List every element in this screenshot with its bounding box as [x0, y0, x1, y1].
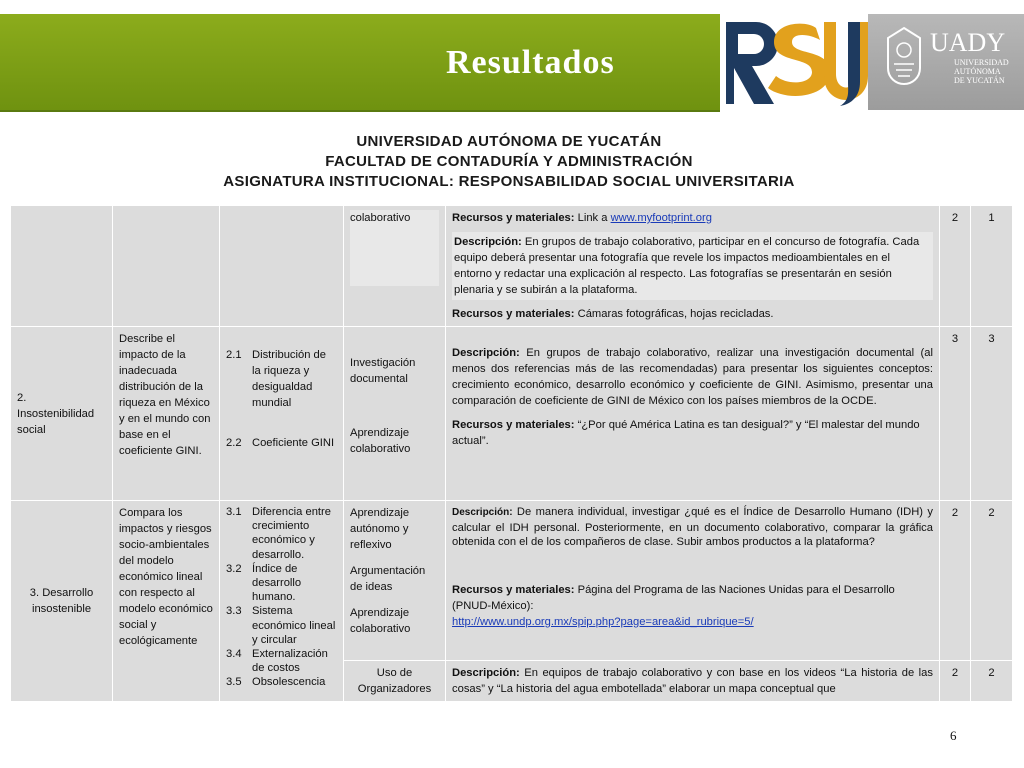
- resources-line: Recursos y materiales: Cámaras fotográficas, hojas recicladas.: [452, 308, 774, 320]
- table-row: [11, 327, 1013, 501]
- topics-cell: [220, 327, 344, 501]
- uady-wordmark: UADY: [930, 28, 1006, 57]
- hours-cell: 3: [971, 327, 1013, 501]
- document-heading: [0, 132, 1018, 192]
- objective-cell: [113, 206, 220, 327]
- activity-cell: [446, 206, 940, 327]
- sessions-cell: 3: [940, 327, 971, 501]
- strategy-cell: Uso de Organizadores: [344, 661, 446, 702]
- description-block: Descripción: En grupos de trabajo colaborativo, participar en el concurso de fotografía. Cada equipo deberá presentar una fotografía que revele los impactos medioambientales en el entorno y redactar una explicación al respecto. Las fotografías se presentarán en sesión plenaria y se subirán a la plataforma.: [452, 232, 933, 300]
- objective-cell: Compara los impactos y riesgos socio-ambientales del modelo económico lineal con respecto al modelo económico social y ecológicamente: [113, 501, 220, 702]
- activity-cell: [446, 327, 940, 501]
- topic-item: 3.1 Diferencia entre crecimiento económico y desarrollo.: [226, 506, 331, 561]
- topic-item: 3.5 Obsolescencia: [226, 676, 326, 689]
- hours-cell: 2: [971, 501, 1013, 661]
- strategy-cell: [344, 206, 446, 327]
- description-block: Descripción: En grupos de trabajo colaborativo, realizar una investigación documental (al menos dos referencias más de las recomendadas) para presentar los siguientes conceptos: crecimiento económico, desarrollo económico y coeficiente de GINI. Asimismo, presentar una comparación de coeficiente de GINI de México con los países miembros de la OCDE.: [452, 347, 933, 407]
- page-number: 6: [950, 728, 957, 743]
- resources-line: Recursos y materiales: “¿Por qué América Latina es tan desigual?” y “El malestar del mundo actual”.: [452, 419, 920, 447]
- strategy-text: colaborativo: [350, 210, 439, 286]
- heading-university: UNIVERSIDAD AUTÓNOMA DE YUCATÁN: [356, 133, 662, 150]
- slide-header: [0, 14, 1024, 110]
- strategy-text: Aprendizaje colaborativo: [350, 607, 411, 635]
- strategy-cell: [344, 501, 446, 661]
- objective-cell: Describe el impacto de la inadecuada distribución de la riqueza en México y en el mundo con base en el coeficiente GINI.: [113, 327, 220, 501]
- heading-faculty: FACULTAD DE CONTADURÍA Y ADMINISTRACIÓN: [325, 153, 693, 170]
- unit-cell: [11, 206, 113, 327]
- topics-cell: [220, 501, 344, 702]
- rsu-logo: [720, 14, 868, 110]
- uady-seal-icon: [884, 26, 924, 86]
- hours-cell: 1: [971, 206, 1013, 327]
- topic-list: [226, 505, 337, 690]
- sessions-cell: 2: [940, 661, 971, 702]
- strategy-text: Aprendizaje autónomo y reflexivo: [350, 507, 410, 551]
- activity-cell: [446, 501, 940, 661]
- sessions-cell: 2: [940, 501, 971, 661]
- topic-item: 3.4 Externalización de costos: [226, 648, 328, 675]
- rsu-logo-graphic: [720, 14, 868, 110]
- topic-list: [226, 347, 337, 451]
- uady-subtitle: UNIVERSIDAD AUTÓNOMA DE YUCATÁN: [954, 58, 1009, 85]
- myfootprint-link[interactable]: www.myfootprint.org: [610, 212, 712, 224]
- strategy-text: Investigación documental: [350, 357, 416, 385]
- topics-cell: [220, 206, 344, 327]
- strategy-cell: [344, 327, 446, 501]
- course-plan-table: [10, 205, 1013, 702]
- heading-subject: ASIGNATURA INSTITUCIONAL: RESPONSABILIDAD SOCIAL UNIVERSITARIA: [223, 173, 795, 190]
- strategy-text: Aprendizaje colaborativo: [350, 427, 411, 455]
- topic-item: 2.1 Distribución de la riqueza y desigualdad mundial: [226, 349, 326, 409]
- description-block: Descripción: De manera individual, investigar ¿qué es el Índice de Desarrollo Humano (IDH) y calcular el IDH personal. Posteriormente, en un documento colaborativo, comparar la gráfica obtenida con el de los compañeros de clase. Subir ambos productos a la plataforma?: [452, 506, 933, 548]
- unit-cell: 3. Desarrollo insostenible: [11, 501, 113, 702]
- resources-line: Recursos y materiales: Link a www.myfootprint.org: [452, 212, 712, 224]
- unit-cell: 2. Insostenibilidad social: [11, 327, 113, 501]
- undp-link[interactable]: http://www.undp.org.mx/spip.php?page=area&id_rubrique=5/: [452, 615, 754, 628]
- topic-item: 3.3 Sistema económico lineal y circular: [226, 605, 336, 646]
- table-row: [11, 501, 1013, 661]
- slide-title: Resultados: [446, 44, 615, 81]
- strategy-text: Argumentación de ideas: [350, 565, 426, 593]
- hours-cell: 2: [971, 661, 1013, 702]
- uady-logo: [868, 14, 1024, 110]
- sessions-cell: 2: [940, 206, 971, 327]
- topic-item: 2.2 Coeficiente GINI: [226, 437, 335, 449]
- table-row: [11, 206, 1013, 327]
- resources-line: Recursos y materiales: Página del Programa de las Naciones Unidas para el Desarrollo (PNUD-México):: [452, 583, 895, 612]
- topic-item: 3.2 Índice de desarrollo humano.: [226, 562, 302, 604]
- activity-cell: Descripción: En equipos de trabajo colaborativo y con base en los videos “La historia de las cosas” y “La historia del agua embotellada” elaborar un mapa conceptual que: [446, 661, 940, 702]
